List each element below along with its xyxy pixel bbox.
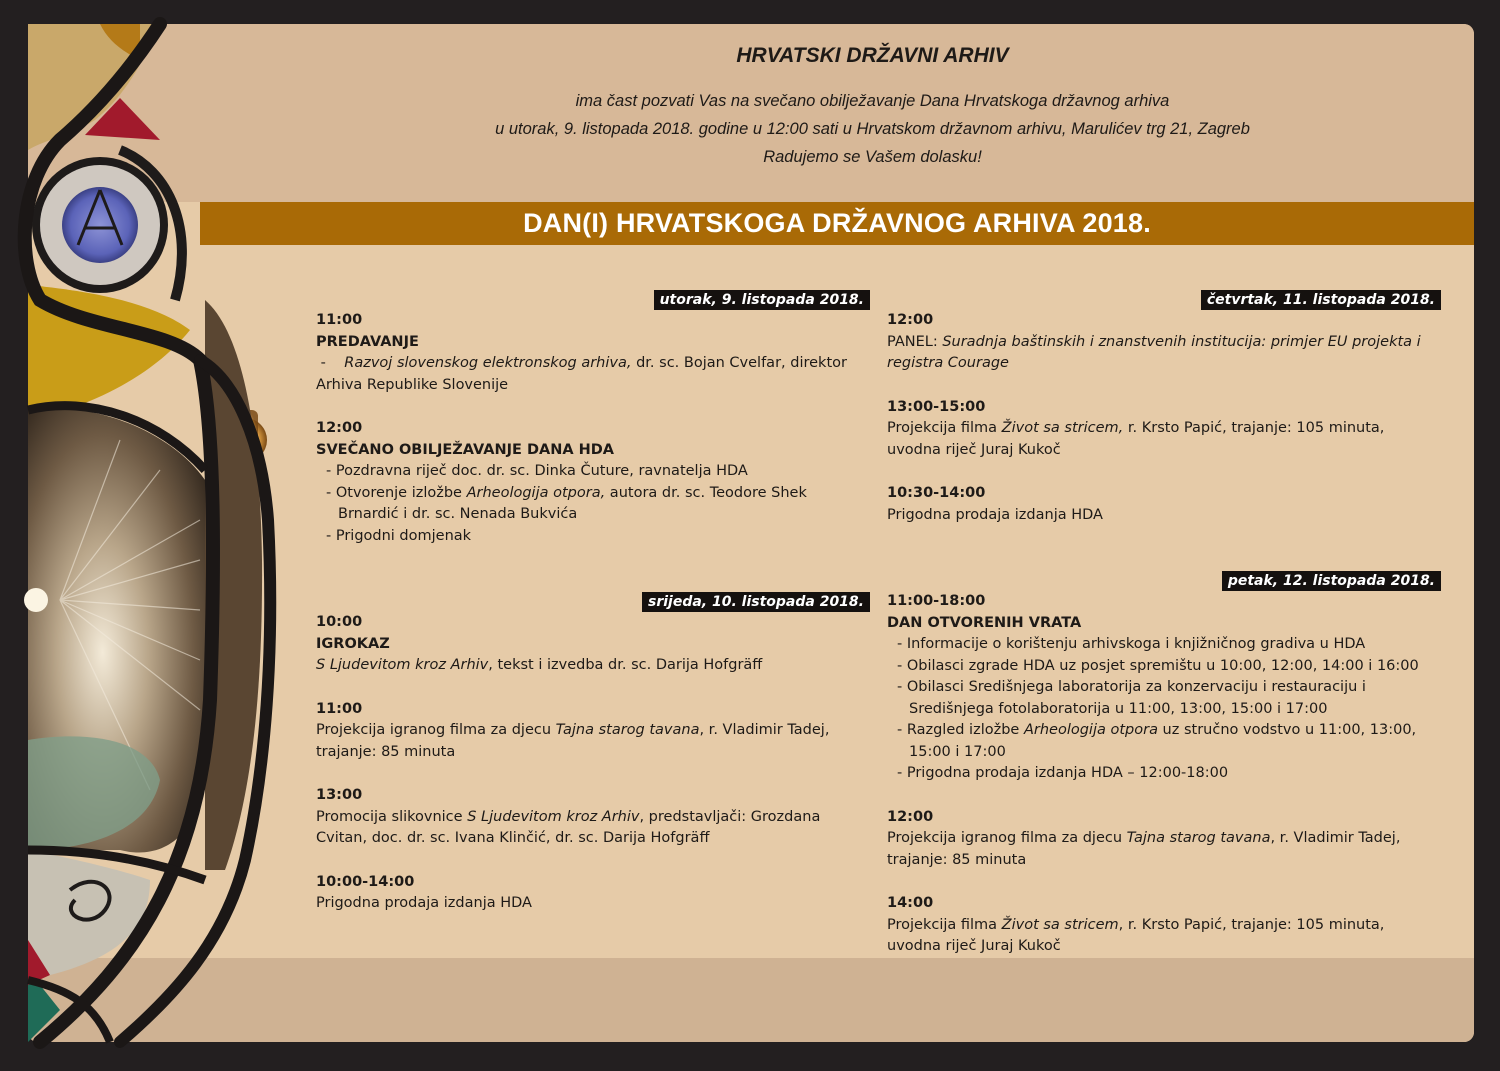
event-prefix: Projekcija igranog filma za djecu (887, 830, 1127, 846)
list-item (316, 483, 870, 526)
event-details: , r. Krsto Papić, trajanje: 105 minuta, uvodna riječ Juraj Kukoč (887, 916, 1385, 954)
rosette-blue-glass (62, 187, 138, 263)
list-item (887, 720, 1441, 763)
list-item-prefix: - Razgled izložbe (897, 722, 1024, 738)
film-title: Život sa stricem, (1001, 420, 1124, 436)
event-details: r. Krsto Papić, trajanje: 105 minuta, uvodna riječ Juraj Kukoč (887, 420, 1385, 458)
event-item (887, 483, 1441, 526)
list-item: - Pozdravna riječ doc. dr. sc. Dinka Čuture, ravnatelja HDA (326, 463, 748, 479)
event-description: Prigodna prodaja izdanja HDA (887, 506, 1103, 523)
list-item: - Prigodna prodaja izdanja HDA – 12:00-18:00 (897, 765, 1229, 781)
event-item (316, 785, 870, 850)
event-time: 10:00-14:00 (316, 873, 415, 890)
list-item-prefix: - Otvorenje izložbe (326, 484, 467, 501)
pale-glass-panel (28, 850, 150, 980)
event-time: 12:00 (887, 808, 934, 825)
invitation-line-1: ima čast pozvati Vas na svečano obilježavanje Dana Hrvatskoga državnog arhiva (575, 92, 1170, 110)
event-prefix: Projekcija filma (887, 916, 1002, 933)
thursday-section (887, 290, 1441, 526)
day-label-tuesday: utorak, 9. listopada 2018. (654, 290, 870, 310)
invitation-header (200, 44, 1500, 171)
event-item (887, 397, 1441, 462)
title-banner (200, 202, 1474, 245)
list-item: - Informacije o korištenju arhivskoga i knjižničnog gradiva u HDA (897, 636, 1366, 652)
list-item-suffix: uz stručno vodstvo u 11:00, 13:00, 15:00 i 17:00 (909, 722, 1417, 760)
event-title: SVEČANO OBILJEŽAVANJE DANA HDA (316, 441, 615, 458)
organization-name: HRVATSKI DRŽAVNI ARHIV (736, 44, 1009, 67)
event-time: 13:00 (316, 787, 363, 803)
banner-title: DAN(I) HRVATSKOGA DRŽAVNOG ARHIVA 2018. (523, 208, 1151, 238)
invitation-line-2: u utorak, 9. listopada 2018. godine u 12:00 sati u Hrvatskom državnom arhivu, Marulićev trg 21, Zagreb (495, 120, 1250, 138)
list-item: - Prigodni domjenak (326, 527, 472, 544)
event-time: 11:00 (316, 700, 363, 717)
wednesday-section (316, 592, 870, 915)
bulb-highlight (24, 588, 48, 612)
event-item (887, 591, 1441, 785)
invitation-line-3: Radujemo se Vašem dolasku! (763, 148, 982, 166)
event-description (887, 418, 1441, 461)
event-item (316, 310, 870, 396)
dash-marker: - (320, 355, 326, 371)
event-description (887, 915, 1441, 958)
talk-details: dr. sc. Bojan Cvelfar, direktor Arhiva Republike Slovenije (316, 355, 847, 393)
day-label-wednesday: srijeda, 10. listopada 2018. (642, 592, 870, 612)
film-title: Život sa stricem (1001, 916, 1119, 933)
list-item-suffix: autora dr. sc. Teodore Shek Brnardić i dr. sc. Nenada Bukvića (338, 484, 807, 522)
event-time: 10:00 (316, 614, 363, 630)
event-item (887, 893, 1441, 958)
play-title: S Ljudevitom kroz Arhiv (316, 657, 489, 673)
event-details: , r. Vladimir Tadej, trajanje: 85 minuta (887, 830, 1401, 868)
panel-title: Suradnja baštinskih i znanstvenih institucija: primjer EU projekta i registra Courage (887, 333, 1421, 371)
book-title: S Ljudevitom kroz Arhiv (467, 808, 640, 825)
event-description (887, 828, 1441, 871)
event-time: 11:00 (316, 312, 363, 328)
event-item (887, 807, 1441, 872)
event-title: PREDAVANJE (316, 333, 419, 350)
day-label-friday: petak, 12. listopada 2018. (1222, 571, 1441, 591)
exhibition-title: Arheologija otpora (1023, 722, 1158, 738)
event-item (316, 418, 870, 547)
event-prefix: Promocija slikovnice (316, 808, 468, 825)
event-details: , r. Vladimir Tadej, trajanje: 85 minuta (316, 722, 830, 760)
list-item: - Obilasci Središnjega laboratorija za konzervaciju i restauraciju i Središnjega fotolaboratorija u 11:00, 13:00, 15:00 i 17:00 (897, 679, 1366, 717)
talk-title: Razvoj slovenskog elektronskog arhiva, (344, 355, 632, 371)
event-prefix: Projekcija filma (887, 420, 1002, 436)
event-time: 12:00 (316, 420, 363, 436)
exhibition-title: Arheologija otpora, (466, 484, 606, 501)
film-title: Tajna starog tavana (1126, 830, 1271, 846)
event-title: IGROKAZ (316, 635, 390, 652)
event-description (316, 655, 870, 677)
event-time: 13:00-15:00 (887, 398, 986, 415)
event-description (887, 332, 1441, 375)
event-time: 11:00-18:00 (887, 593, 986, 609)
event-time: 12:00 (887, 312, 934, 328)
event-item (316, 612, 870, 677)
event-details: , predstavljači: Grozdana Cvitan, doc. dr. sc. Ivana Klinčić, dr. sc. Darija Hofgräff (316, 808, 821, 846)
event-description (316, 720, 870, 763)
event-description (316, 353, 870, 396)
event-prefix: PANEL: (887, 333, 943, 350)
event-item (316, 872, 870, 915)
event-details: , tekst i izvedba dr. sc. Darija Hofgräff (488, 657, 763, 673)
event-prefix: Projekcija igranog filma za djecu (316, 722, 556, 738)
film-title: Tajna starog tavana (555, 722, 700, 738)
list-item: - Obilasci zgrade HDA uz posjet spremištu u 10:00, 12:00, 14:00 i 16:00 (897, 657, 1419, 674)
event-time: 10:30-14:00 (887, 485, 986, 501)
event-description (316, 807, 870, 850)
event-title: DAN OTVORENIH VRATA (887, 614, 1082, 631)
tuesday-section (316, 290, 870, 547)
event-description: Prigodna prodaja izdanja HDA (316, 895, 532, 911)
event-time: 14:00 (887, 895, 934, 911)
event-item (887, 310, 1441, 375)
event-item (316, 699, 870, 764)
day-label-thursday: četvrtak, 11. listopada 2018. (1201, 290, 1441, 310)
friday-section (887, 571, 1441, 958)
